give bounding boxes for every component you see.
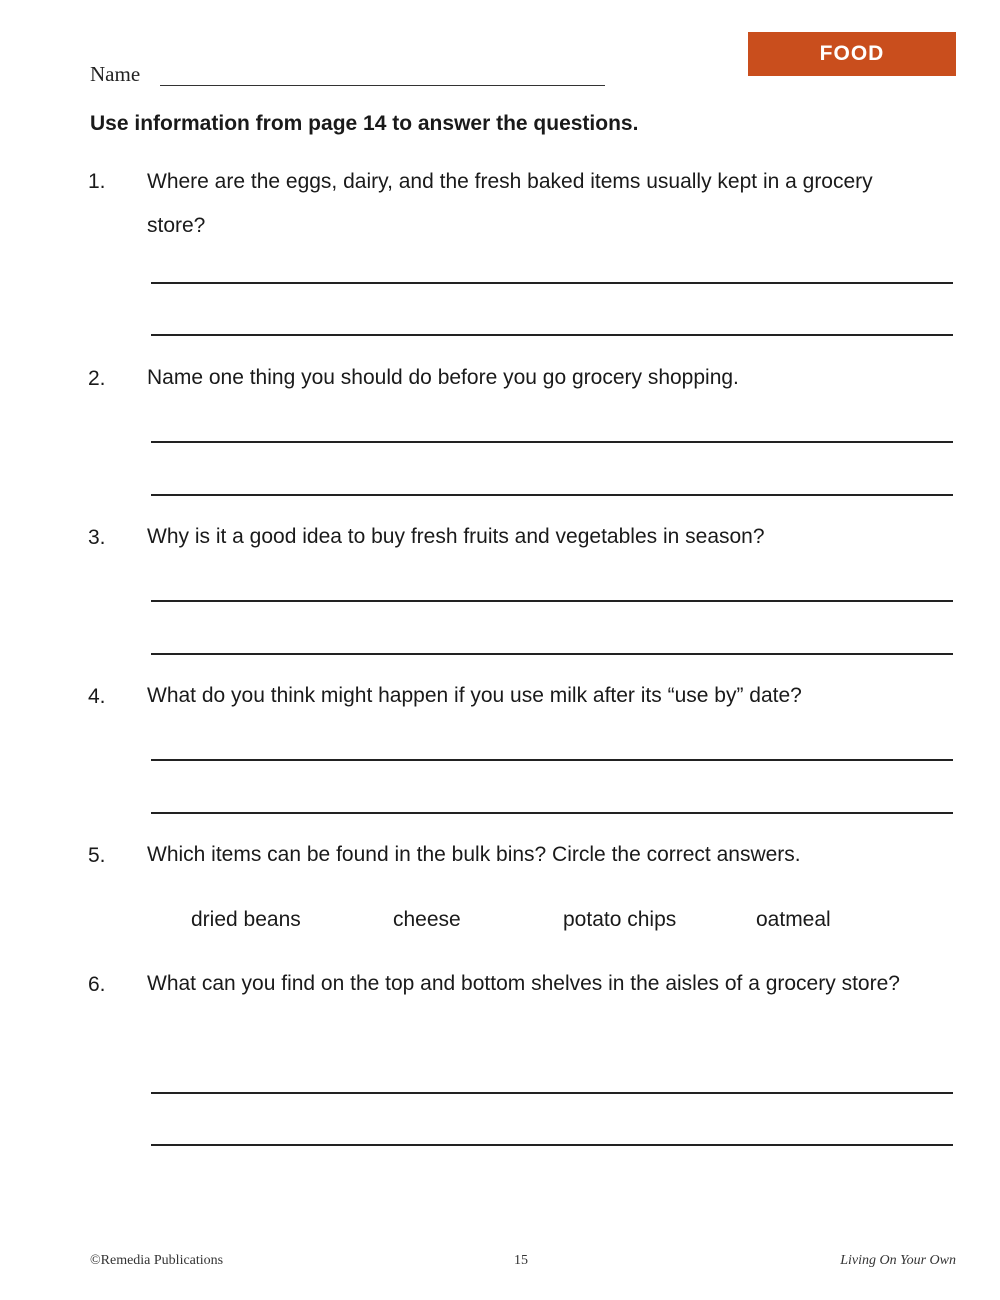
question-text: Name one thing you should do before you go grocery shopping. bbox=[147, 366, 739, 389]
answer-line[interactable] bbox=[151, 812, 953, 814]
answer-line[interactable] bbox=[151, 1144, 953, 1146]
footer-publisher: ©Remedia Publications bbox=[90, 1253, 224, 1268]
question-number: 2. bbox=[88, 367, 106, 390]
answer-line[interactable] bbox=[151, 1092, 953, 1094]
page-number: 15 bbox=[514, 1253, 528, 1268]
choice-cheese[interactable]: cheese bbox=[393, 908, 461, 931]
choice-potato-chips[interactable]: potato chips bbox=[563, 908, 677, 931]
name-label: Name bbox=[90, 62, 141, 86]
choice-dried-beans[interactable]: dried beans bbox=[191, 908, 301, 931]
question-number: 3. bbox=[88, 526, 106, 549]
answer-line[interactable] bbox=[151, 494, 953, 496]
answer-line[interactable] bbox=[151, 600, 953, 602]
question-number: 1. bbox=[88, 170, 106, 193]
question-text: What do you think might happen if you use milk after its “use by” date? bbox=[147, 684, 802, 707]
answer-line[interactable] bbox=[151, 282, 953, 284]
question-text: Where are the eggs, dairy, and the fresh baked items usually kept in a grocery store? bbox=[147, 170, 873, 237]
category-badge: FOOD bbox=[748, 32, 956, 76]
question-number: 5. bbox=[88, 844, 106, 867]
answer-line[interactable] bbox=[151, 653, 953, 655]
question-text: What can you find on the top and bottom shelves in the aisles of a grocery store? bbox=[147, 972, 900, 995]
question-text: Which items can be found in the bulk bins? Circle the correct answers. bbox=[147, 843, 801, 866]
answer-line[interactable] bbox=[151, 334, 953, 336]
choice-oatmeal[interactable]: oatmeal bbox=[756, 908, 831, 931]
answer-line[interactable] bbox=[151, 759, 953, 761]
question-text: Why is it a good idea to buy fresh fruits and vegetables in season? bbox=[147, 525, 765, 548]
name-field-line[interactable] bbox=[160, 85, 605, 86]
footer-book-title: Living On Your Own bbox=[840, 1253, 956, 1268]
question-number: 6. bbox=[88, 973, 106, 996]
question-number: 4. bbox=[88, 685, 106, 708]
instructions: Use information from page 14 to answer the questions. bbox=[90, 112, 639, 135]
answer-line[interactable] bbox=[151, 441, 953, 443]
